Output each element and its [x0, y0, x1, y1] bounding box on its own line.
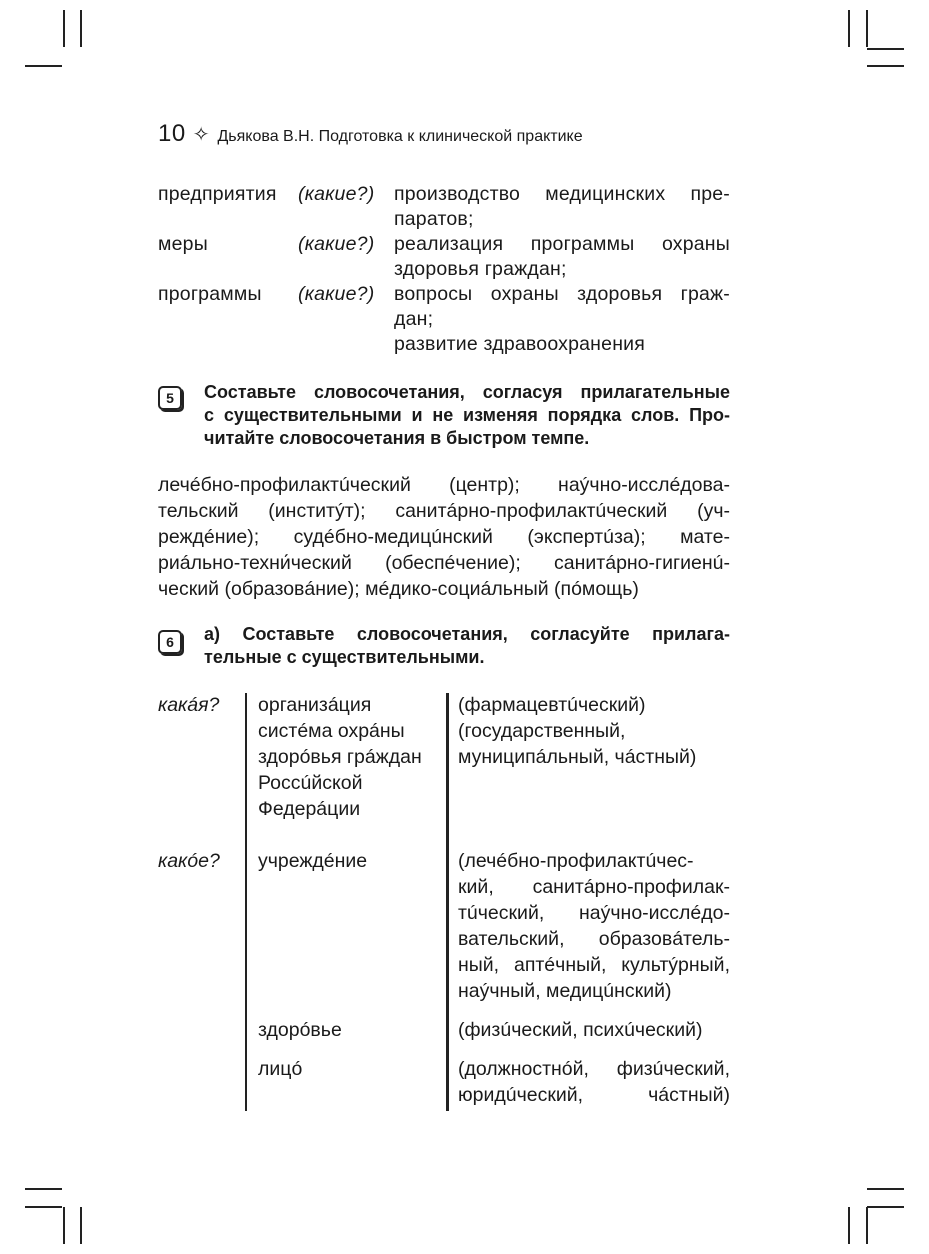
adj-line: муниципáльный, чáстный) — [458, 746, 697, 768]
answer-line: производство медицинских пре- — [394, 183, 730, 205]
noun-line: систéма охрáны — [258, 720, 405, 742]
text-line: риáльно-техни́ческий (обеспéчение); санитáрно-гигиенú- — [158, 552, 730, 574]
star-icon: ✧ — [192, 124, 210, 146]
running-title: Дьякова В.Н. Подготовка к клинической практике — [217, 128, 583, 145]
task5-word-list — [158, 472, 730, 602]
noun-line: учреждéние — [258, 850, 368, 872]
text-line: реждéние); судéбно-медицúнский (экспертúза); мате- — [158, 526, 730, 548]
instruction-line: а) Составьте словосочетания, согласуйте прилага- — [204, 624, 730, 644]
instruction-line: читайте словосочетания в быстром темпе. — [204, 428, 590, 448]
table-noun — [258, 1056, 302, 1082]
answer-line: паратов; — [394, 208, 474, 230]
noun-line: лицó — [258, 1058, 303, 1080]
assoc-word: предприятия — [158, 183, 277, 205]
answer-line: вопросы охраны здоровья граж- — [394, 283, 730, 305]
assoc-word: программы — [158, 283, 262, 305]
page-number: 10 — [158, 120, 186, 147]
answer-line: здоровья граждан; — [394, 258, 567, 280]
table-noun — [258, 1017, 342, 1043]
adj-line: тúческий, наýчно-исслéдо- — [458, 902, 730, 924]
assoc-word: меры — [158, 233, 208, 255]
table-adjectives — [458, 1056, 730, 1108]
task-number-badge: 5 — [158, 386, 182, 410]
adj-line: (государственный, — [458, 720, 626, 742]
assoc-question: (какие?) — [298, 283, 375, 305]
answer-line: дан; — [394, 308, 434, 330]
assoc-answer — [394, 282, 730, 357]
assoc-answer — [394, 232, 730, 282]
text-line: ческий (образовáние); мéдико-социáльный (пóмощь) — [158, 578, 639, 600]
answer-line: реализация программы охраны — [394, 233, 730, 255]
assoc-question: (какие?) — [298, 233, 375, 255]
table-adjectives — [458, 1017, 730, 1043]
noun-line: здорóвье — [258, 1019, 342, 1041]
noun-line: организáция — [258, 694, 372, 716]
text-line: тельский (инститýт); санитáрно-профилактúческий (уч- — [158, 500, 730, 522]
text-line: лечéбно-профилактúческий (центр); наýчно-исслéдова- — [158, 474, 730, 496]
table-noun — [258, 848, 367, 874]
assoc-answer — [394, 182, 730, 232]
adj-line: (лечéбно-профилактúчес- — [458, 850, 694, 872]
table-question: какáя? — [158, 694, 220, 716]
noun-line: здорóвья грáждан — [258, 746, 422, 768]
noun-line: Федерáции — [258, 798, 361, 820]
table-divider — [245, 693, 247, 1111]
task-instruction — [204, 381, 730, 450]
adj-line: вательский, образовáтель- — [458, 928, 730, 950]
noun-line: Россúйской — [258, 772, 363, 794]
answer-line: развитие здравоохранения — [394, 333, 646, 355]
assoc-row — [158, 282, 730, 357]
adj-line: кий, санитáрно-профилак- — [458, 876, 730, 898]
adj-line: ный, аптéчный, культýрный, — [458, 954, 730, 976]
adj-line: (фармацевтúческий) — [458, 694, 646, 716]
table-question: какóе? — [158, 850, 220, 872]
table-noun — [258, 692, 422, 822]
table-adjectives — [458, 848, 730, 1004]
instruction-line: тельные с существительными. — [204, 647, 485, 667]
assoc-row — [158, 182, 730, 232]
adj-line: юридúческий, чáстный) — [458, 1084, 730, 1106]
page-header — [158, 120, 583, 154]
task-instruction — [204, 623, 730, 669]
instruction-line: Составьте словосочетания, согласуя прилагательные — [204, 382, 730, 402]
table-adjectives — [458, 692, 730, 770]
adj-line: (должностнóй, физúческий, — [458, 1058, 730, 1080]
table-divider — [446, 693, 449, 1111]
instruction-line: с существительными и не изменяя порядка слов. Про- — [204, 405, 730, 425]
adj-line: (физúческий, психúческий) — [458, 1019, 703, 1041]
task-number-badge: 6 — [158, 630, 182, 654]
adj-line: наýчный, медицúнский) — [458, 980, 672, 1002]
assoc-question: (какие?) — [298, 183, 375, 205]
assoc-row — [158, 232, 730, 282]
